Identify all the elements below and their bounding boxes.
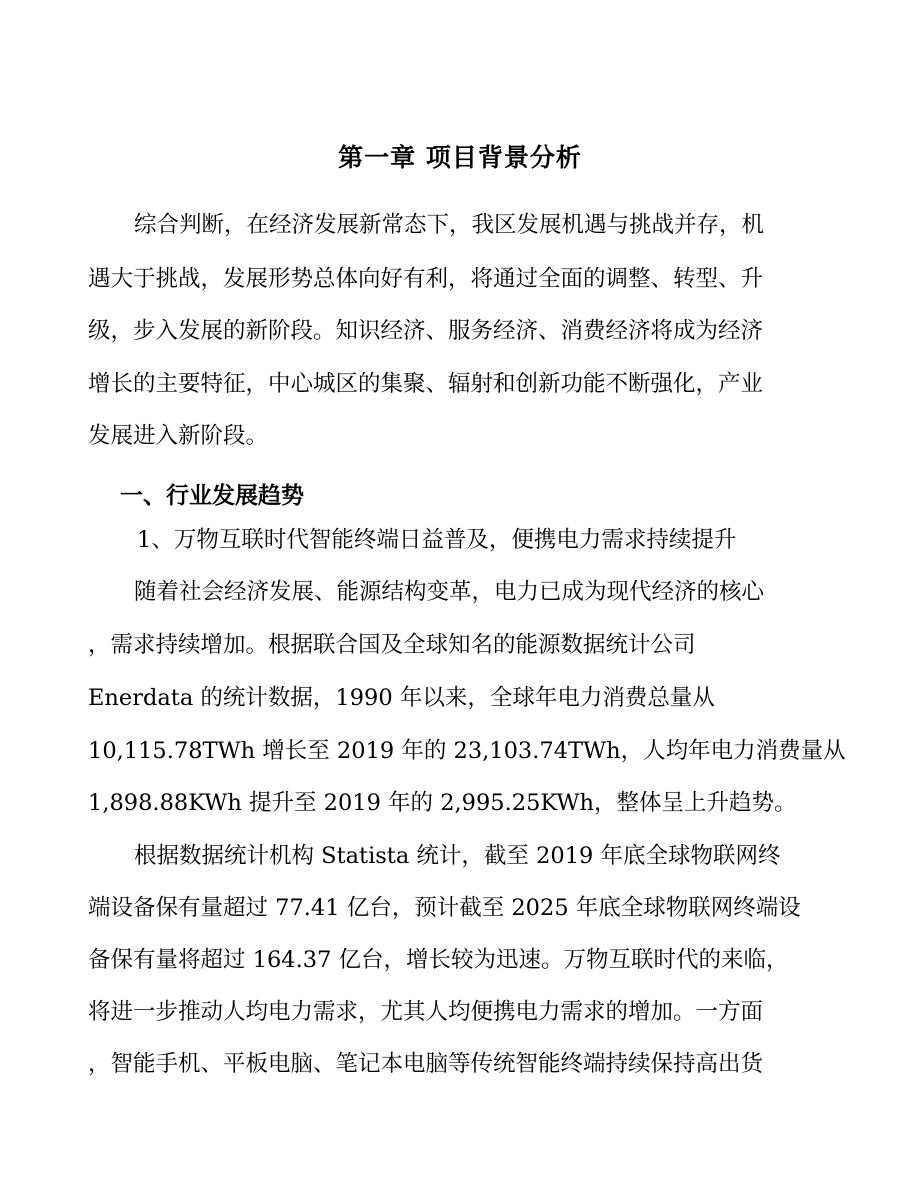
paragraph-line: Enerdata 的统计数据，1990 年以来，全球年电力消费总量从 — [88, 685, 715, 711]
paragraph-line: 根据数据统计机构 Statista 统计，截至 2019 年底全球物联网终 — [134, 843, 781, 869]
paragraph-line: 端设备保有量超过 77.41 亿台，预计截至 2025 年底全球物联网终端设 — [88, 895, 801, 921]
intro-line: 综合判断，在经济发展新常态下，我区发展机遇与挑战并存，机 — [134, 212, 765, 238]
paragraph-line: ，需求持续增加。根据联合国及全球知名的能源数据统计公司 — [88, 632, 696, 658]
intro-line: 发展进入新阶段。 — [88, 423, 269, 449]
subsection-heading: 1、万物互联时代智能终端日益普及，便携电力需求持续提升 — [137, 527, 737, 553]
paragraph-line: 随着社会经济发展、能源结构变革，电力已成为现代经济的核心 — [134, 579, 765, 605]
intro-line: 增长的主要特征，中心城区的集聚、辐射和创新功能不断强化，产业 — [88, 371, 764, 397]
paragraph-line: 备保有量将超过 164.37 亿台，增长较为迅速。万物互联时代的来临， — [88, 947, 789, 973]
paragraph-line: 1,898.88KWh 提升至 2019 年的 2,995.25KWh，整体呈上升趋势。 — [88, 790, 797, 816]
paragraph-line: 10,115.78TWh 增长至 2019 年的 23,103.74TWh，人均年电力消费量从 — [88, 738, 846, 764]
intro-line: 级，步入发展的新阶段。知识经济、服务经济、消费经济将成为经济 — [88, 318, 764, 344]
section-heading: 一、行业发展趋势 — [120, 482, 304, 509]
paragraph-line: ，智能手机、平板电脑、笔记本电脑等传统智能终端持续保持高出货 — [88, 1051, 764, 1077]
intro-line: 遇大于挑战，发展形势总体向好有利，将通过全面的调整、转型、升 — [88, 266, 764, 292]
paragraph-line: 将进一步推动人均电力需求，尤其人均便携电力需求的增加。一方面 — [88, 999, 764, 1025]
chapter-title: 第一章 项目背景分析 — [338, 143, 582, 172]
